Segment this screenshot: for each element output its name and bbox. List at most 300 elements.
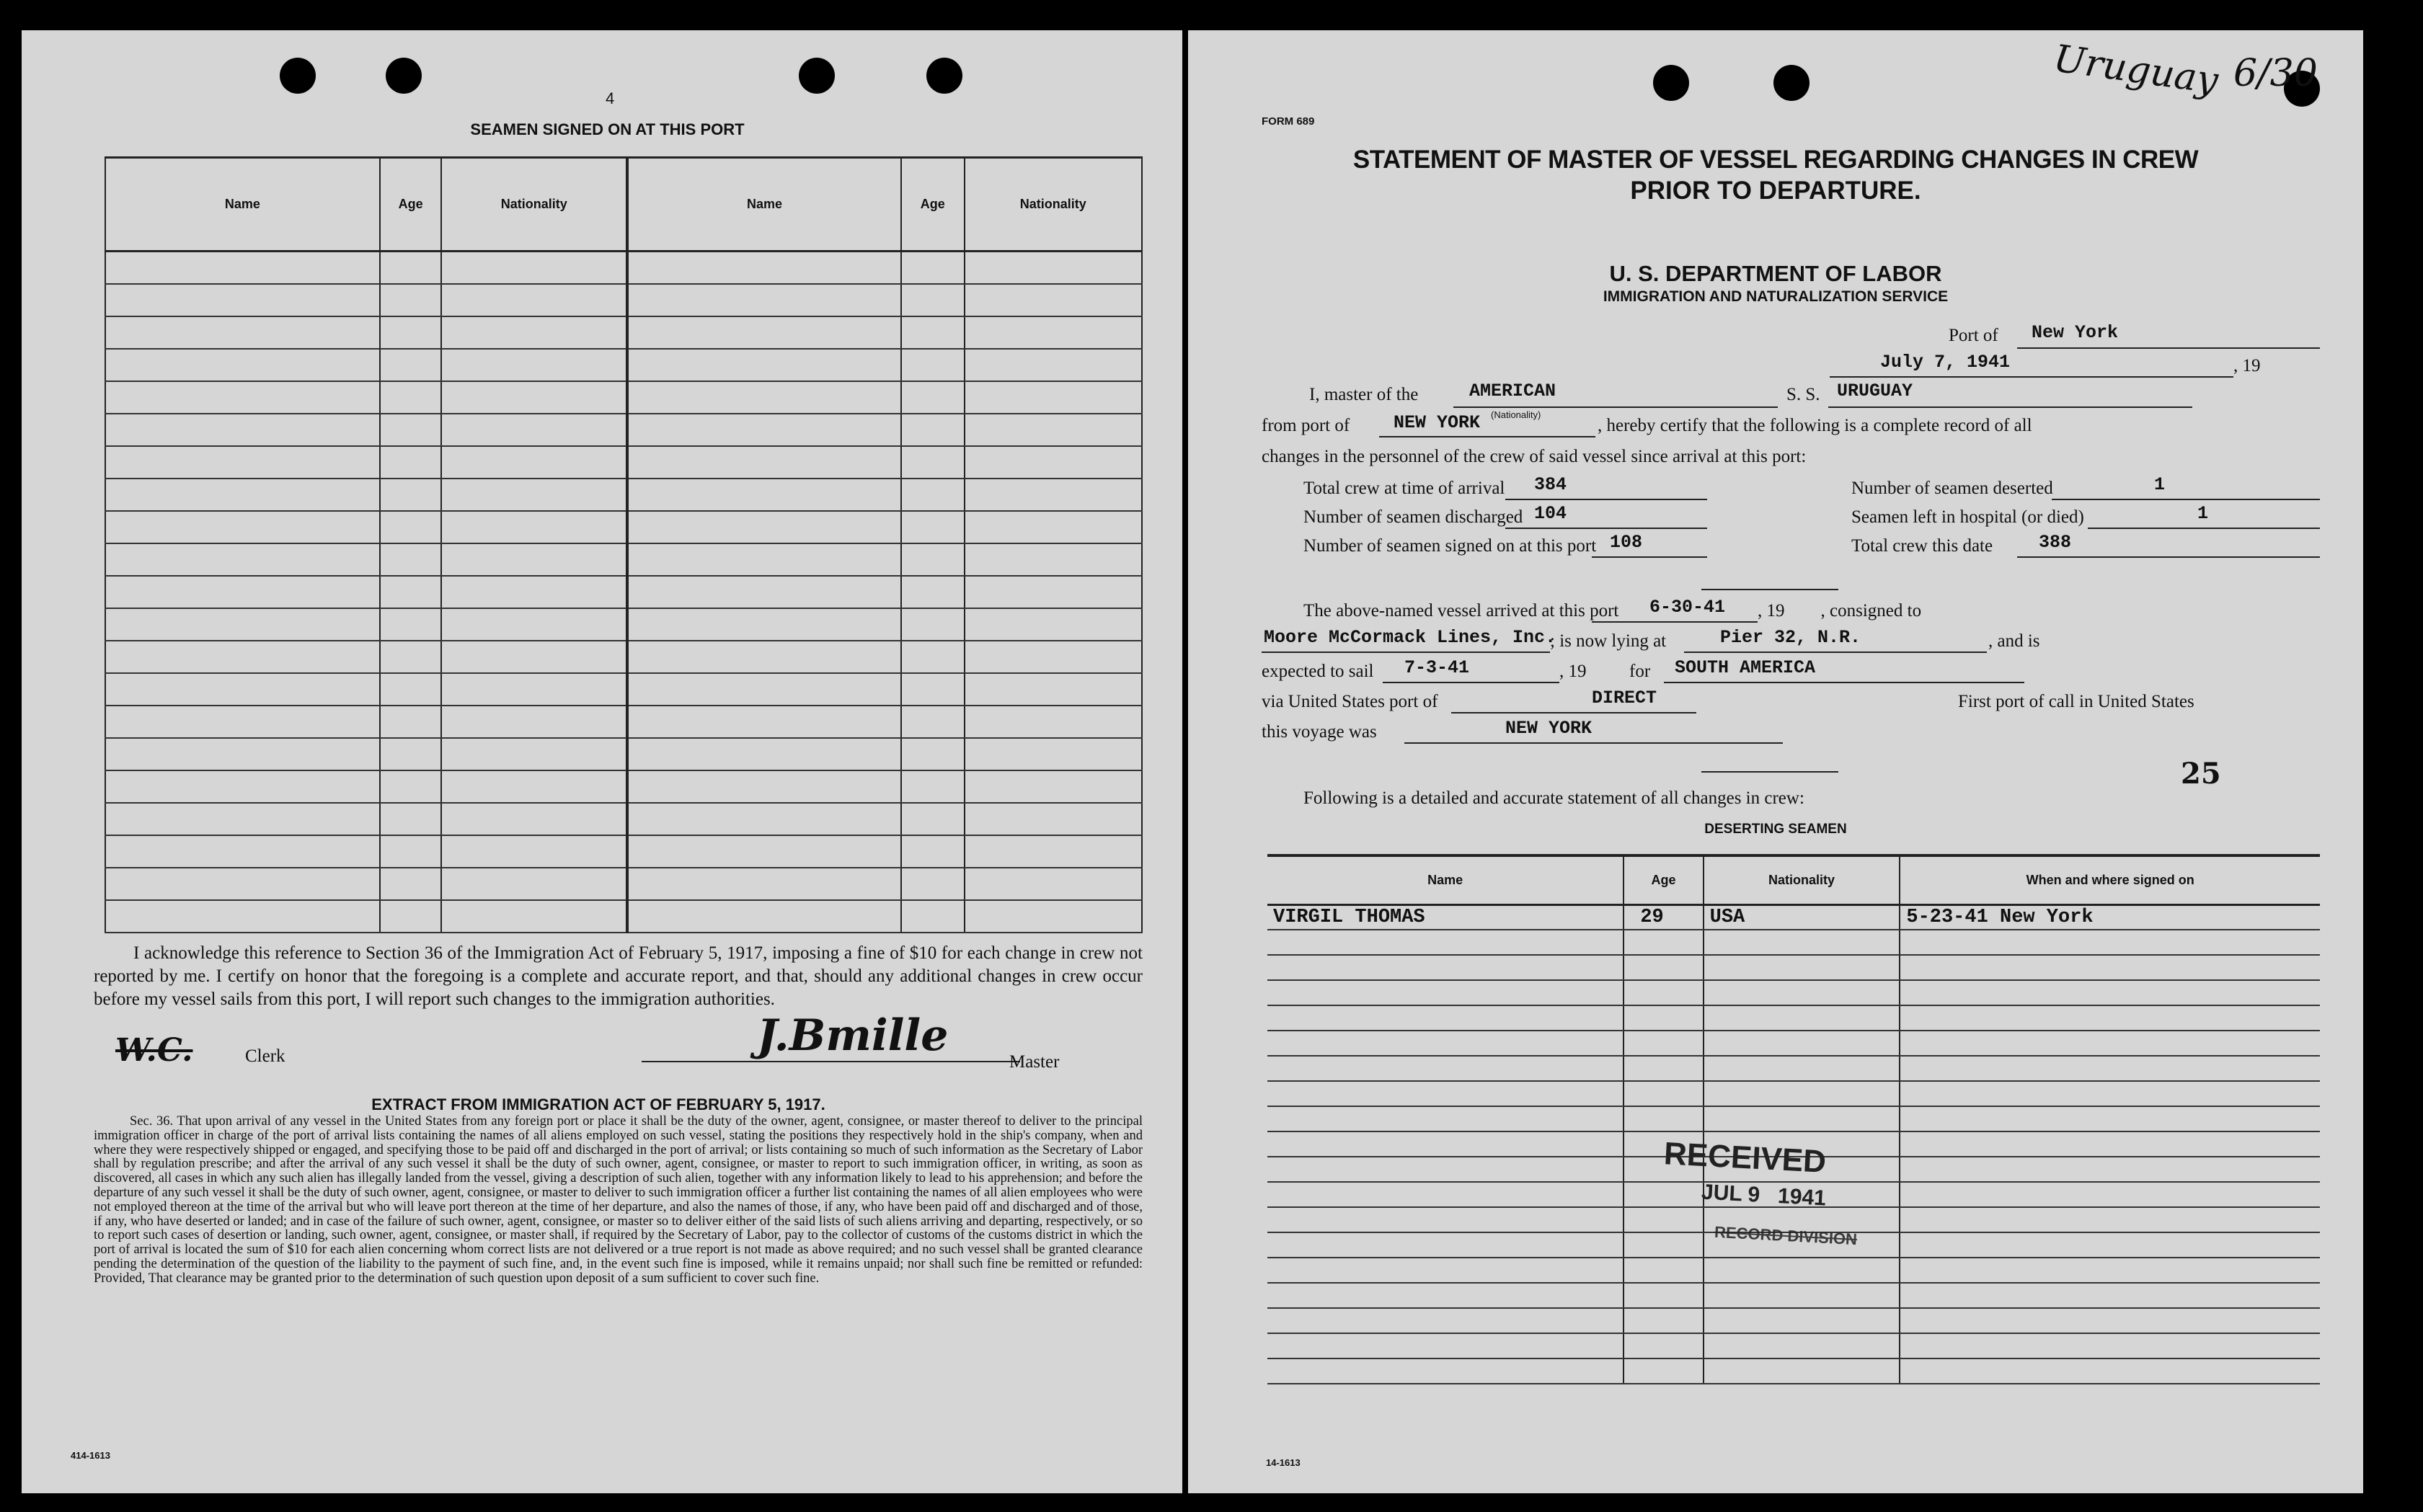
total-date-value: 388 [2039, 532, 2072, 553]
table-cell [965, 414, 1143, 446]
table-cell [380, 446, 442, 479]
table-row [1267, 1056, 2320, 1081]
table-cell [901, 349, 965, 381]
table-cell [627, 446, 901, 479]
table-cell-signed [1900, 1333, 2320, 1358]
table-cell [380, 414, 442, 446]
via-line [1451, 712, 1696, 713]
table-cell [105, 576, 380, 608]
table-cell [965, 608, 1143, 641]
from-port-label: from port of [1262, 416, 1350, 435]
table-cell-age [1624, 1056, 1703, 1081]
table-cell [627, 770, 901, 803]
department: U. S. DEPARTMENT OF LABOR [1609, 261, 1942, 286]
table-cell-name [1267, 1157, 1624, 1182]
table-cell [380, 252, 442, 284]
table-cell [380, 706, 442, 738]
table-cell [965, 770, 1143, 803]
master-of-label: I, master of the [1309, 385, 1419, 404]
table-cell [380, 803, 442, 835]
table-cell-name [1267, 1333, 1624, 1358]
deserting-seamen-table [1267, 854, 2320, 1384]
lying-line [1684, 652, 1987, 653]
column-header-name: Name [105, 158, 380, 252]
table-row [1267, 1258, 2320, 1283]
table-cell [901, 284, 965, 316]
table-row [1267, 1005, 2320, 1031]
table-row [105, 511, 1142, 543]
table-cell-nationality [1704, 980, 1900, 1005]
clerk-label: Clerk [245, 1046, 285, 1066]
total-date-line [2017, 556, 2320, 558]
via-value: DIRECT [1592, 688, 1657, 708]
table-cell [380, 543, 442, 576]
table-cell-name [1267, 1182, 1624, 1207]
table-cell [105, 803, 380, 835]
table-row [105, 835, 1142, 868]
punch-hole [799, 58, 835, 94]
table-row [1267, 1283, 2320, 1308]
table-cell-name [1267, 1308, 1624, 1333]
table-cell [627, 835, 901, 868]
table-cell [627, 252, 901, 284]
deserted-value: 1 [2154, 474, 2166, 495]
discharged-line [1505, 528, 1707, 529]
table-row [1267, 980, 2320, 1005]
table-cell [105, 349, 380, 381]
page-number: 4 [606, 89, 615, 107]
nationality-value: AMERICAN [1469, 381, 1556, 401]
table-cell [105, 770, 380, 803]
table-cell-age [1624, 1333, 1703, 1358]
table-cell [627, 381, 901, 414]
following-text: Following is a detailed and accurate statement of all changes in crew: [1303, 788, 1804, 808]
table-cell [105, 316, 380, 349]
table-cell [441, 511, 627, 543]
table-cell [105, 284, 380, 316]
table-cell [627, 738, 901, 770]
table-cell-nationality [1704, 1081, 1900, 1106]
table-cell-age [1624, 1005, 1703, 1031]
arrived-line [1592, 621, 1758, 623]
table-cell-age [1624, 1081, 1703, 1106]
table-cell [380, 673, 442, 706]
table-cell-name [1267, 1081, 1624, 1106]
table-cell [441, 349, 627, 381]
changes-text: changes in the personnel of the crew of said vessel since arrival at this port: [1262, 447, 1807, 466]
table-cell [441, 252, 627, 284]
table-cell [627, 414, 901, 446]
table-cell [965, 446, 1143, 479]
table-row [105, 803, 1142, 835]
sail-value: 7-3-41 [1404, 657, 1470, 678]
table-cell [627, 576, 901, 608]
column-header-age: Age [901, 158, 965, 252]
table-row [105, 446, 1142, 479]
right-form-code: 14-1613 [1266, 1457, 1301, 1468]
lying-value: Pier 32, N.R. [1720, 627, 1861, 648]
table-cell [965, 738, 1143, 770]
table-row [105, 414, 1142, 446]
table-cell [441, 706, 627, 738]
table-cell [965, 868, 1143, 900]
table-cell [441, 381, 627, 414]
table-cell-nationality [1704, 1056, 1900, 1081]
table-row [1267, 1358, 2320, 1384]
table-cell [965, 543, 1143, 576]
table-cell-age [1624, 1207, 1703, 1232]
table-cell-signed [1900, 1106, 2320, 1131]
total-arrival-value: 384 [1534, 474, 1567, 495]
table-row [105, 608, 1142, 641]
table-row [105, 673, 1142, 706]
deserted-line [2052, 499, 2320, 500]
table-cell [627, 868, 901, 900]
table-cell-signed [1900, 1308, 2320, 1333]
sail-label: expected to sail [1262, 662, 1374, 681]
table-cell [105, 835, 380, 868]
table-cell [901, 446, 965, 479]
table-cell-age: 29 [1624, 904, 1703, 930]
table-cell-nationality [1704, 1308, 1900, 1333]
left-title: SEAMEN SIGNED ON AT THIS PORT [470, 120, 745, 138]
table-cell-age [1624, 1308, 1703, 1333]
table-cell [965, 706, 1143, 738]
punch-hole [280, 58, 316, 94]
table-cell [901, 608, 965, 641]
discharged-value: 104 [1534, 503, 1567, 524]
table-row [105, 738, 1142, 770]
table-row [105, 543, 1142, 576]
table-row [105, 479, 1142, 511]
table-cell-name [1267, 1056, 1624, 1081]
ship-value: URUGUAY [1837, 381, 1913, 401]
handwritten-fraction: 6/30 [2233, 52, 2318, 95]
table-cell [901, 900, 965, 933]
date-year: , 19 [2233, 356, 2261, 375]
table-cell [965, 641, 1143, 673]
table-cell [380, 576, 442, 608]
table-cell [105, 381, 380, 414]
table-cell [441, 900, 627, 933]
table-cell [901, 738, 965, 770]
table-cell [901, 252, 965, 284]
arrived-label: The above-named vessel arrived at this port [1303, 601, 1619, 621]
total-arrival-label: Total crew at time of arrival [1303, 479, 1505, 498]
signature-line [642, 1061, 1020, 1062]
table-row [105, 316, 1142, 349]
for-value: SOUTH AMERICA [1675, 657, 1816, 678]
right-page [1188, 30, 2363, 1493]
table-cell-name [1267, 1232, 1624, 1258]
table-cell [380, 316, 442, 349]
table-cell-name [1267, 1031, 1624, 1056]
table-cell [965, 511, 1143, 543]
table-row [105, 284, 1142, 316]
table-cell-name [1267, 1283, 1624, 1308]
table-row [105, 349, 1142, 381]
nationality-line [1453, 406, 1778, 408]
table-cell-signed [1900, 1283, 2320, 1308]
separator-rule [1701, 589, 1838, 590]
table-row [105, 576, 1142, 608]
table-cell-name [1267, 1207, 1624, 1232]
sail-year: , 19 [1559, 662, 1587, 681]
service: IMMIGRATION AND NATURALIZATION SERVICE [1603, 288, 1949, 305]
table-cell [901, 381, 965, 414]
table-cell [441, 803, 627, 835]
table-cell [441, 284, 627, 316]
certify-text: , hereby certify that the following is a complete record of all [1598, 416, 2032, 435]
table-cell [965, 284, 1143, 316]
table-cell-name [1267, 1258, 1624, 1283]
table-cell-nationality [1704, 1005, 1900, 1031]
table-cell [380, 770, 442, 803]
table-cell-signed [1900, 1081, 2320, 1106]
table-cell-name: VIRGIL THOMAS [1267, 904, 1624, 930]
column-header-nationality: Nationality [441, 158, 627, 252]
table-cell [901, 673, 965, 706]
table-cell [901, 641, 965, 673]
sail-line [1383, 682, 1559, 683]
table-cell [441, 770, 627, 803]
signed-on-value: 108 [1610, 532, 1643, 553]
voyage-label: this voyage was [1262, 722, 1377, 742]
table-cell [965, 349, 1143, 381]
table-cell-age [1624, 1258, 1703, 1283]
punch-hole [926, 58, 962, 94]
and-is-label: , and is [1988, 631, 2040, 651]
table-cell [627, 706, 901, 738]
stamp-date: JUL 9 1941 [1701, 1180, 1827, 1211]
form-number: FORM 689 [1262, 115, 1315, 128]
table-cell [105, 641, 380, 673]
table-cell-name [1267, 930, 1624, 955]
port-of-value: New York [2032, 322, 2119, 343]
table-cell-age [1624, 1283, 1703, 1308]
table-cell [105, 414, 380, 446]
table-cell [441, 641, 627, 673]
table-cell [901, 479, 965, 511]
column-header-nationality: Nationality [965, 158, 1143, 252]
hospital-line [2088, 528, 2320, 529]
table-cell [380, 381, 442, 414]
table-cell [627, 316, 901, 349]
table-cell-signed [1900, 1258, 2320, 1283]
table-cell-age [1624, 980, 1703, 1005]
table-cell [380, 835, 442, 868]
table-cell [901, 511, 965, 543]
table-cell [380, 511, 442, 543]
table-cell [441, 576, 627, 608]
via-label: via United States port of [1262, 692, 1438, 711]
table-cell-nationality [1704, 1106, 1900, 1131]
table-cell [441, 479, 627, 511]
received-stamp: RECEIVED [1662, 1136, 1828, 1180]
table-cell [105, 446, 380, 479]
table-cell [627, 543, 901, 576]
table-cell [627, 284, 901, 316]
date-line [1830, 376, 2233, 378]
table-cell-signed [1900, 1031, 2320, 1056]
table-cell-nationality: USA [1704, 904, 1900, 930]
consigned-label: , 19 , consigned to [1758, 601, 1922, 621]
table-cell-age [1624, 1182, 1703, 1207]
table-cell [380, 900, 442, 933]
nationality-caption: (Nationality) [1491, 409, 1541, 420]
table-cell [441, 835, 627, 868]
lying-label: ; is now lying at [1550, 631, 1667, 651]
signed-on-label: Number of seamen signed on at this port [1303, 536, 1597, 556]
column-header-signed-on: When and where signed on [1900, 855, 2320, 904]
table-cell [105, 738, 380, 770]
table-cell-signed [1900, 1056, 2320, 1081]
clerk-initials: W.C. [115, 1032, 193, 1069]
left-form-code: 414-1613 [71, 1450, 110, 1461]
master-label: Master [1009, 1052, 1060, 1072]
table-cell [105, 900, 380, 933]
table-cell-name [1267, 980, 1624, 1005]
table-cell-nationality [1704, 955, 1900, 980]
table-cell [965, 252, 1143, 284]
table-cell-age [1624, 930, 1703, 955]
table-cell-name [1267, 1106, 1624, 1131]
table-cell [105, 673, 380, 706]
table-cell [627, 511, 901, 543]
consignee-value: Moore McCormack Lines, Inc. [1264, 627, 1556, 648]
table-cell-age [1624, 1358, 1703, 1384]
extract-title: EXTRACT FROM IMMIGRATION ACT OF FEBRUARY 5, 1917. [371, 1095, 825, 1113]
table-cell [441, 446, 627, 479]
table-cell [901, 835, 965, 868]
ship-line [1828, 406, 2192, 408]
table-cell-name [1267, 955, 1624, 980]
column-header-name: Name [627, 158, 901, 252]
table-cell [627, 803, 901, 835]
column-header-nationality: Nationality [1704, 855, 1900, 904]
table-cell [441, 868, 627, 900]
table-row [1267, 904, 2320, 930]
table-cell-name [1267, 1358, 1624, 1384]
table-cell [441, 316, 627, 349]
table-cell [380, 738, 442, 770]
table-cell [441, 414, 627, 446]
table-row [1267, 1333, 2320, 1358]
handwritten-country: Uruguay [2050, 37, 2221, 103]
table-cell [901, 803, 965, 835]
table-row [105, 381, 1142, 414]
date-value: July 7, 1941 [1880, 352, 2011, 373]
table-cell [965, 316, 1143, 349]
table-cell [901, 770, 965, 803]
table-cell-signed [1900, 1232, 2320, 1258]
table-row [1267, 1308, 2320, 1333]
table-row [105, 900, 1142, 933]
table-cell [105, 608, 380, 641]
port-of-line [2017, 347, 2320, 349]
table-cell-nationality [1704, 1358, 1900, 1384]
table-cell-age [1624, 1031, 1703, 1056]
form-title: STATEMENT OF MASTER OF VESSEL REGARDING CHANGES IN CREW [1352, 146, 2199, 174]
table-cell-signed [1900, 930, 2320, 955]
table-row [1267, 930, 2320, 955]
table-row [105, 868, 1142, 900]
table-row [105, 252, 1142, 284]
table-cell [965, 381, 1143, 414]
table-cell [441, 608, 627, 641]
table-cell [105, 252, 380, 284]
table-cell-age [1624, 1232, 1703, 1258]
for-label: for [1629, 662, 1651, 681]
table-row [1267, 1106, 2320, 1131]
ss-label: S. S. [1786, 385, 1820, 404]
table-cell [441, 543, 627, 576]
voyage-line [1404, 742, 1783, 744]
table-cell [105, 543, 380, 576]
table-cell [901, 576, 965, 608]
table-cell-signed [1900, 1358, 2320, 1384]
table-cell [965, 673, 1143, 706]
table-cell [901, 868, 965, 900]
table-cell [901, 543, 965, 576]
total-date-label: Total crew this date [1851, 536, 1993, 556]
punch-hole [1773, 65, 1810, 101]
table-cell-signed [1900, 1157, 2320, 1182]
left-page [22, 30, 1182, 1493]
table-cell [627, 641, 901, 673]
table-cell-signed [1900, 980, 2320, 1005]
table-cell [965, 576, 1143, 608]
table-cell [627, 349, 901, 381]
column-header-age: Age [380, 158, 442, 252]
table-cell-nationality [1704, 1031, 1900, 1056]
table-cell-name [1267, 1131, 1624, 1157]
arrived-value: 6-30-41 [1649, 597, 1726, 618]
punch-hole [1653, 65, 1689, 101]
table-cell-nationality [1704, 1258, 1900, 1283]
from-port-value: NEW YORK [1394, 412, 1481, 433]
table-cell [380, 479, 442, 511]
seamen-signed-on-table [105, 156, 1143, 933]
form-subtitle: PRIOR TO DEPARTURE. [1630, 177, 1921, 205]
table-cell-age [1624, 955, 1703, 980]
hospital-value: 1 [2197, 503, 2209, 524]
punch-hole [386, 58, 422, 94]
table-cell [441, 673, 627, 706]
column-header-name: Name [1267, 855, 1624, 904]
table-cell-signed [1900, 1207, 2320, 1232]
table-cell-nationality [1704, 930, 1900, 955]
consignee-line [1262, 652, 1550, 653]
table-body [105, 252, 1142, 933]
table-row [1267, 955, 2320, 980]
first-port-label: First port of call in United States [1958, 692, 2194, 711]
table-cell-nationality [1704, 1283, 1900, 1308]
table-cell [965, 835, 1143, 868]
table-cell [380, 349, 442, 381]
table-cell-signed [1900, 1182, 2320, 1207]
table-cell [380, 284, 442, 316]
table-cell [965, 803, 1143, 835]
from-port-line [1379, 436, 1595, 437]
table-cell-signed [1900, 955, 2320, 980]
extract-text: Sec. 36. That upon arrival of any vessel in the United States from any foreign port or place it shall be the duty of the owner, agent, consignee, or master thereof to deliver to the principal immigration officer in charge of the port of arrival lists containing the names of all aliens employed on such vessel, stating the positions they respectively hold in the ship's company, when and where they were respectively shipped or engaged, and specifying those to be paid off and discharged in the port of arrival; or lists containing so much of such information as the Secretary of Labor shall by regulation prescribe; and after the arrival of any such vessel it shall be the duty of such owner, agent, consignee, or master to report to such immigration officer, in writing, as soon as discovered, all cases in which any such alien has illegally landed from the vessel, giving a description of such alien, together with any information likely to lead to his apprehension; and before the departure of any such vessel it shall be the duty of such owner, agent, consignee, or master to deliver to such immigration officer a further list containing the names of all alien employees who were not employed thereon at the time of the arrival but who will leave port thereon at the time of her departure, and also the names of those, if any, who have been paid off and discharged and of those, if any, who have deserted or landed; and in case of the failure of such owner, agent, consignee, or master so to deliver either of the said lists of such aliens arriving and departing, respectively, or so to report such cases of desertion or landing, such owner, agent, consignee, or master shall, if required by the Secretary of Labor, pay to the collector of customs of the customs district in which the port of arrival is located the sum of $10 for each alien concerning whom correct lists are not delivered or a true report is not made as above required; and no such vessel shall be granted clearance pending the determination of the question of the liability to the payment of such fine, and, in the event such fine is imposed, while it remains unpaid; nor shall such fine be remitted or refunded: Provided, That clearance may be granted prior to the determination of such question upon deposit of a sum sufficient to cover such fine. [94, 1114, 1143, 1286]
table-cell [105, 868, 380, 900]
table-cell-signed: 5-23-41 New York [1900, 904, 2320, 930]
table-cell-name [1267, 1005, 1624, 1031]
table-cell-age [1624, 1106, 1703, 1131]
table-row [105, 770, 1142, 803]
